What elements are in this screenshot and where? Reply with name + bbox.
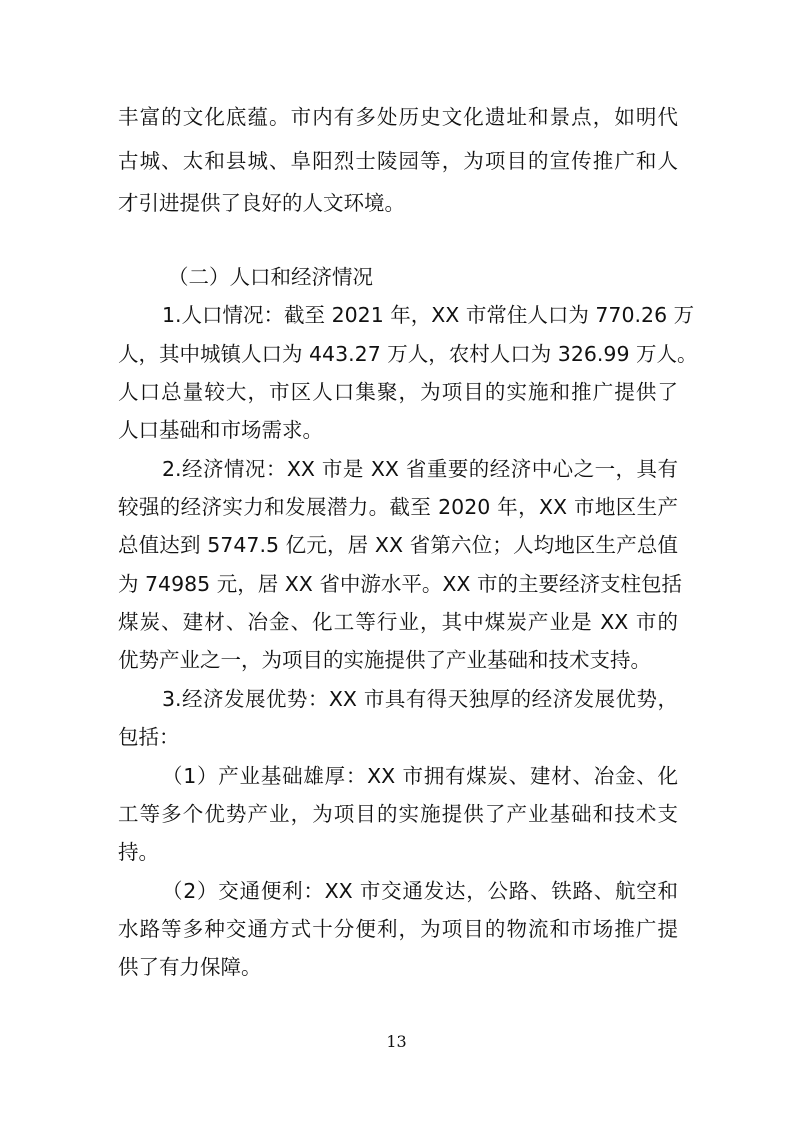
culture-paragraph-line-1: 丰富的文化底蕴。市内有多处历史文化遗址和景点，如明代	[118, 105, 678, 129]
industry-paragraph-line-1: （1）产业基础雄厚：XX 市拥有煤炭、建材、冶金、化	[162, 764, 678, 788]
transport-paragraph-line-3: 供了有力保障。	[118, 955, 262, 979]
economy-paragraph-line-1: 2.经济情况：XX 市是 XX 省重要的经济中心之一，具有	[162, 457, 678, 481]
population-paragraph-line-1: 1.人口情况：截至 2021 年，XX 市常住人口为 770.26 万	[162, 303, 695, 327]
transport-paragraph-line-2: 水路等多种交通方式十分便利，为项目的物流和市场推广提	[118, 917, 678, 941]
economy-paragraph-line-2: 较强的经济实力和发展潜力。截至 2020 年，XX 市地区生产	[118, 495, 678, 519]
economy-paragraph-line-5: 煤炭、建材、冶金、化工等行业，其中煤炭产业是 XX 市的	[118, 610, 678, 634]
section-heading: （二）人口和经济情况	[168, 265, 373, 289]
culture-paragraph-line-3: 才引进提供了良好的人文环境。	[118, 191, 405, 215]
population-paragraph-line-4: 人口基础和市场需求。	[118, 418, 323, 442]
economy-paragraph-line-3: 总值达到 5747.5 亿元，居 XX 省第六位；人均地区生产总值	[118, 533, 678, 557]
advantage-paragraph-line-2: 包括：	[118, 725, 180, 749]
industry-paragraph-line-3: 持。	[118, 840, 159, 864]
industry-paragraph-line-2: 工等多个优势产业，为项目的实施提供了产业基础和技术支	[118, 802, 678, 826]
economy-paragraph-line-4: 为 74985 元，居 XX 省中游水平。XX 市的主要经济支柱包括	[118, 572, 682, 596]
population-paragraph-line-2: 人，其中城镇人口为 443.27 万人，农村人口为 326.99 万人。	[118, 342, 698, 366]
page-number: 13	[386, 1032, 407, 1051]
population-paragraph-line-3: 人口总量较大，市区人口集聚，为项目的实施和推广提供了	[118, 380, 678, 404]
culture-paragraph-line-2: 古城、太和县城、阜阳烈士陵园等，为项目的宣传推广和人	[118, 149, 678, 173]
transport-paragraph-line-1: （2）交通便利：XX 市交通发达，公路、铁路、航空和	[162, 879, 678, 903]
economy-paragraph-line-6: 优势产业之一，为项目的实施提供了产业基础和技术支持。	[118, 648, 651, 672]
advantage-paragraph-line-1: 3.经济发展优势：XX 市具有得天独厚的经济发展优势，	[162, 687, 678, 711]
